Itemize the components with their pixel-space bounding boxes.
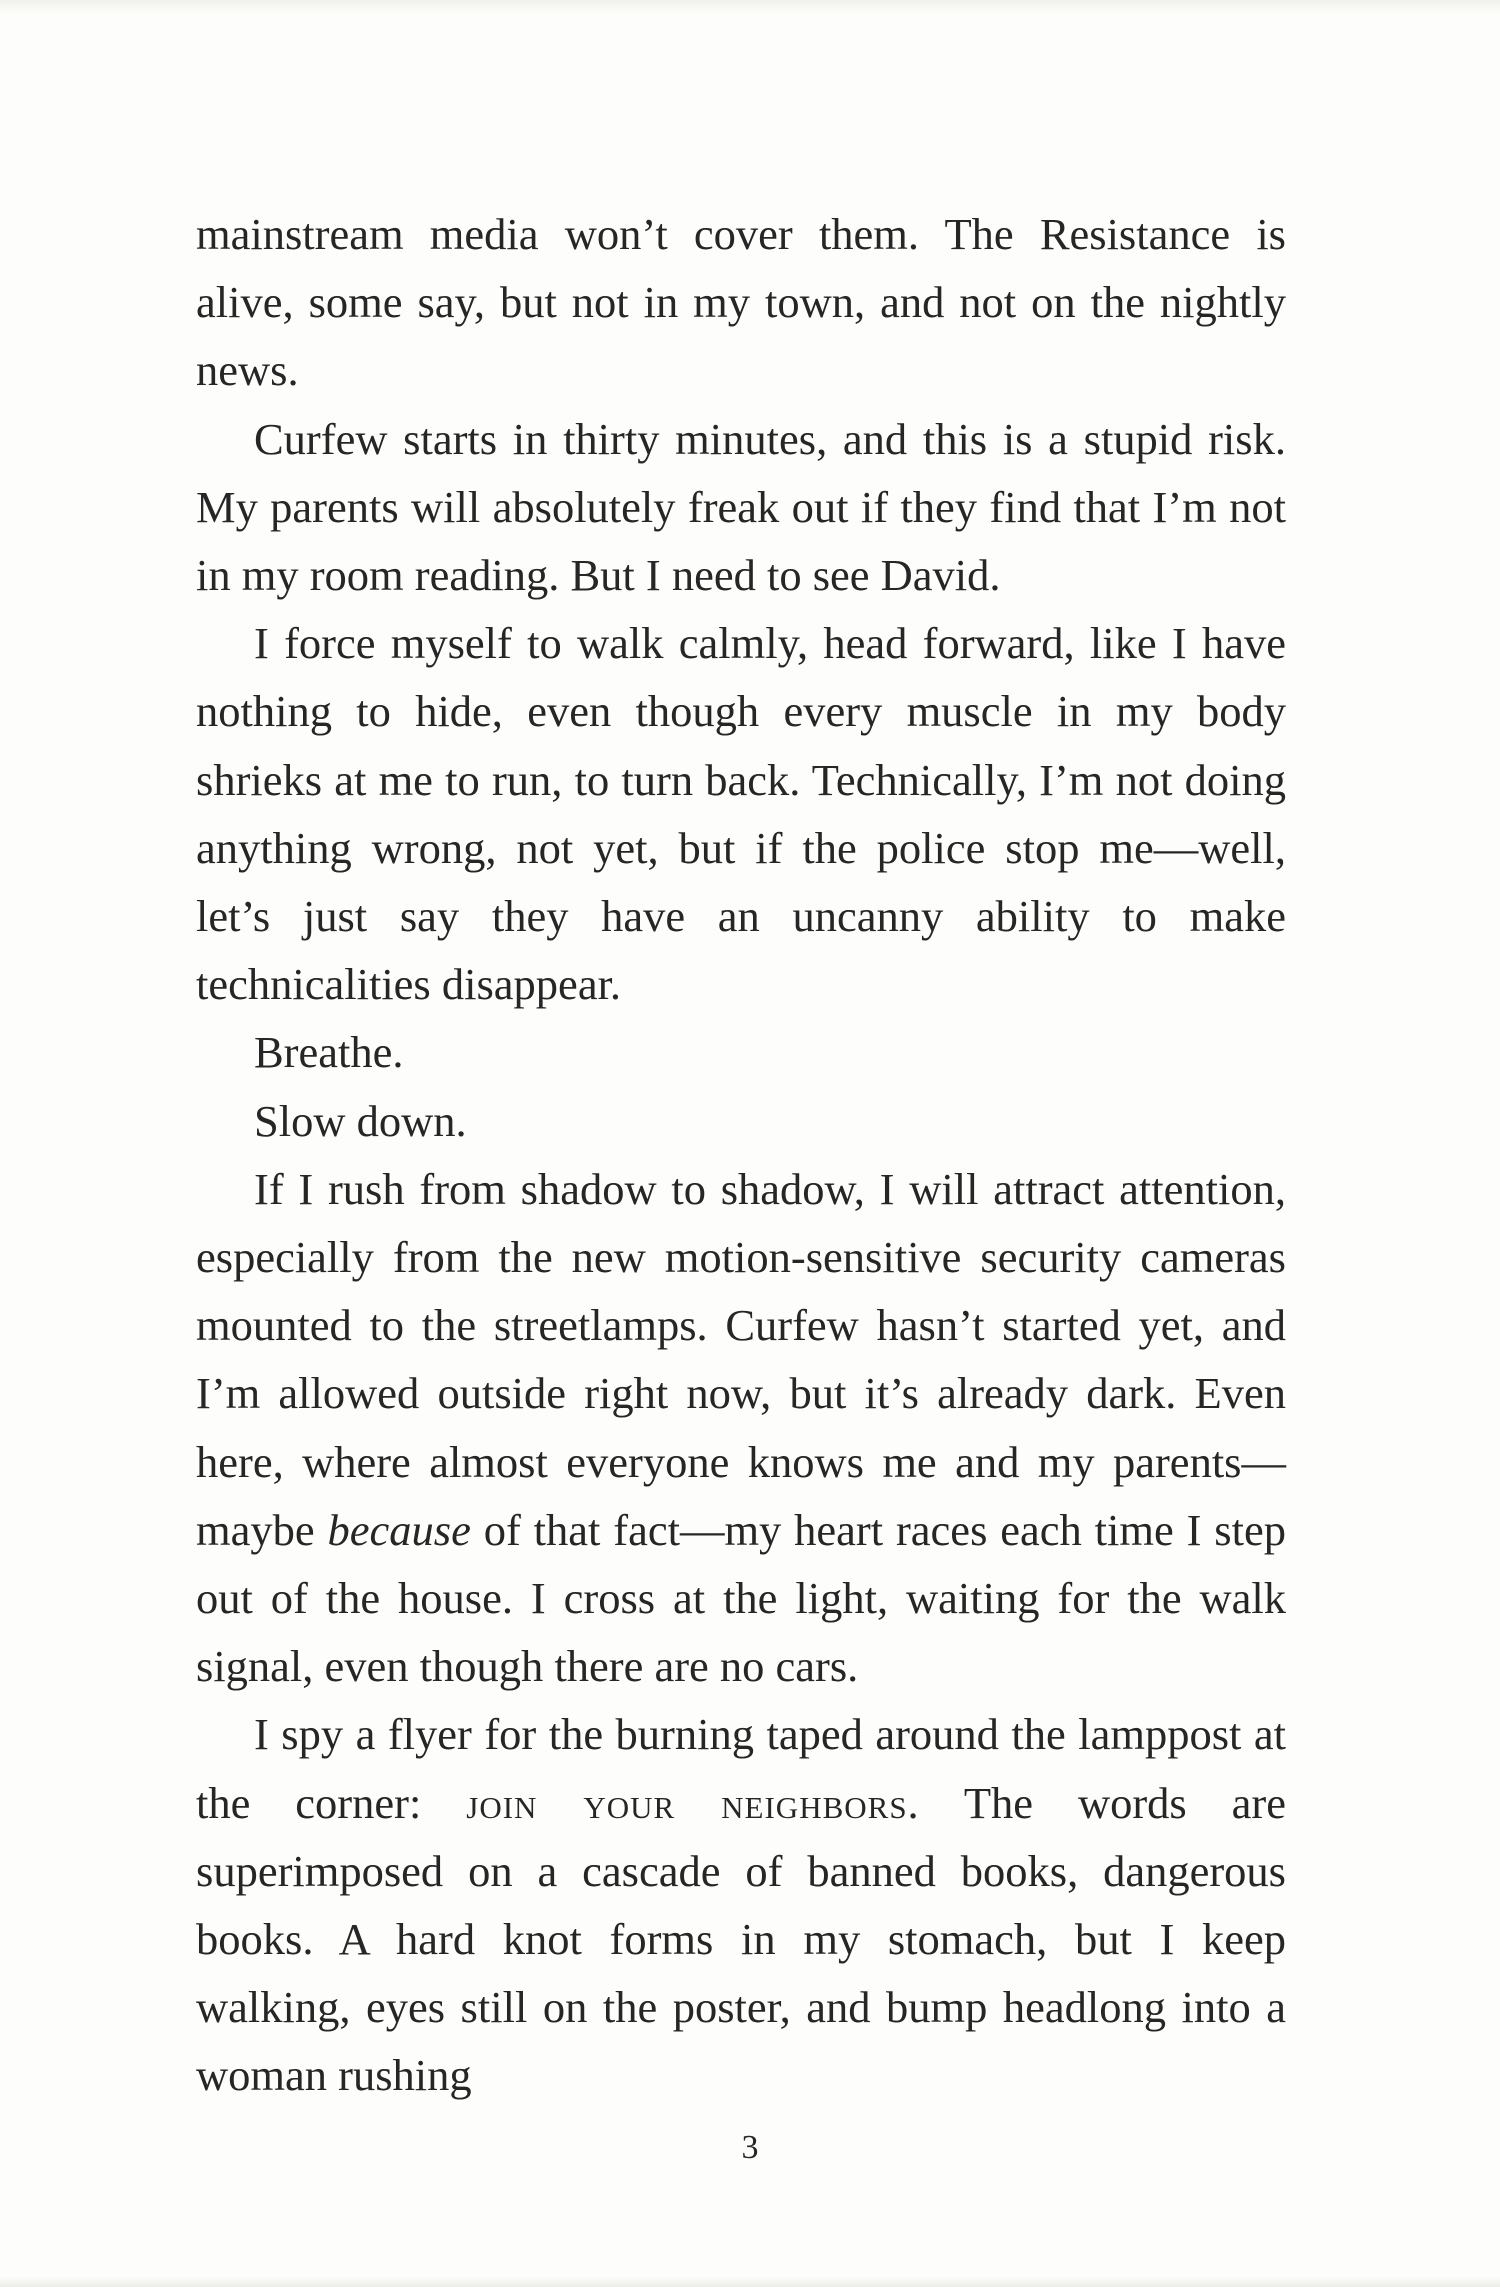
paragraph-3: I force myself to walk calmly, head forward, like I have nothing to hide, even though every muscle in my body shrieks at me to run, to turn back. Technically, I’m not doing anything wrong, not yet, but if the police stop me—well, let’s just say they have an uncanny ability to make technicalities disappear. [196, 618, 1286, 1010]
scan-top-edge [0, 0, 1500, 14]
paragraph-6-text-before: If I rush from shadow to shadow, I will attract attention, especially from the new motion-sensitive security cameras mounted to the streetlamps. Curfew hasn’t started yet, and I’m allowed outside right now, but it’s already dark. Even here, where almost everyone knows me and my parents—maybe [196, 1163, 1286, 1555]
paragraph-7-text-before: I spy a flyer for the burning taped around the lamppost at the corner: [196, 1709, 1286, 1828]
scan-bottom-edge [0, 2277, 1500, 2287]
paragraph-5: Slow down. [254, 1095, 467, 1146]
flyer-slogan: join your neighbors. [466, 1777, 920, 1828]
paragraph-2: Curfew starts in thirty minutes, and this is a stupid risk. My parents will absolutely freak out if they find that I’m not in my room reading. But I need to see David. [196, 413, 1286, 601]
page-number: 3 [741, 2129, 759, 2166]
paragraph-7-text-after: The words are superimposed on a cascade of banned books, dangerous books. A hard knot forms in my stomach, but I keep walking, eyes still on the poster, and bump headlong into a woman rushing [196, 1777, 1286, 2101]
paragraph-4: Breathe. [254, 1027, 404, 1078]
emphasis-because: because [327, 1504, 471, 1555]
paragraph-1: mainstream media won’t cover them. The Resistance is alive, some say, but not in my town, and not on the nightly news. [196, 209, 1286, 396]
body-text [196, 200, 1286, 2110]
paragraph-6-text-after: of that fact—my heart races each time I step out of the house. I cross at the light, waiting for the walk signal, even though there are no cars. [196, 1504, 1286, 1692]
paragraph-7 [196, 1700, 1286, 2109]
paragraph-6 [196, 1155, 1286, 1701]
